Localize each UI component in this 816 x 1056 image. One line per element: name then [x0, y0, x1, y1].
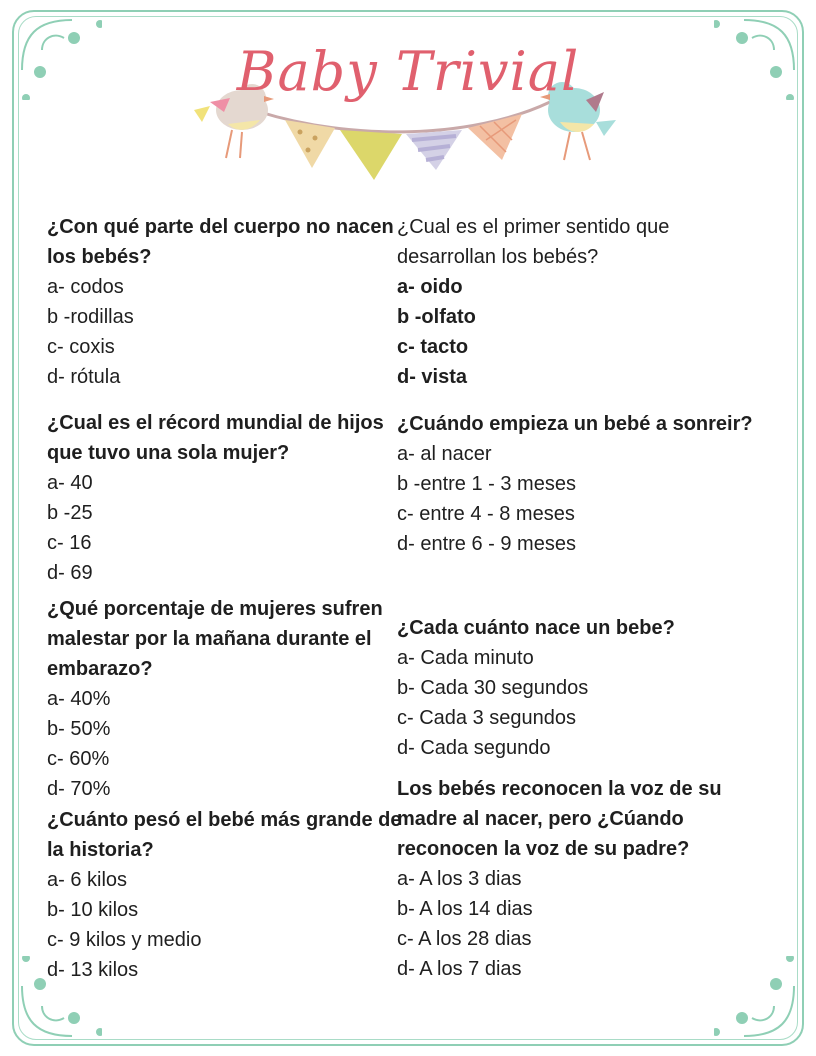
answer-option: d- A los 7 dias [397, 958, 522, 980]
trivia-question-6 [397, 409, 757, 559]
answer-option: c- Cada 3 segundos [397, 707, 577, 729]
answer-option: a- al nacer [397, 443, 492, 465]
answer-option: d- rótula [47, 366, 121, 388]
answer-option: c- tacto [397, 336, 469, 358]
trivia-question-2 [47, 408, 407, 588]
answer-option: b- 50% [47, 718, 111, 740]
answer-option: a- codos [47, 276, 124, 298]
answer-option: c- 16 [47, 532, 92, 554]
answer-option: b -entre 1 - 3 meses [397, 473, 576, 495]
answer-option: c- 60% [47, 748, 110, 770]
page-title: Baby Trivial [236, 40, 580, 103]
trivia-question-1 [47, 212, 407, 392]
answer-option: d- Cada segundo [397, 737, 551, 759]
answer-option: a- oido [397, 276, 463, 298]
question-text: ¿Cuándo empieza un bebé a sonreir? [397, 413, 753, 435]
answer-option: c- A los 28 dias [397, 928, 532, 950]
trivia-question-3 [47, 594, 407, 804]
answer-option: b -rodillas [47, 306, 134, 328]
answer-option: a- 6 kilos [47, 869, 128, 891]
trivia-question-5 [397, 212, 757, 392]
answer-option: c- entre 4 - 8 meses [397, 503, 575, 525]
answer-option: a- 40 [47, 472, 93, 494]
answer-option: a- Cada minuto [397, 647, 534, 669]
question-text: ¿Cual es el primer sentido que desarrollan los bebés? [397, 216, 670, 268]
question-text: ¿Cual es el récord mundial de hijos que tuvo una sola mujer? [47, 412, 384, 464]
answer-option: a- A los 3 dias [397, 868, 522, 890]
trivia-question-8 [397, 774, 757, 984]
answer-option: d- 70% [47, 778, 111, 800]
trivia-question-4 [47, 805, 407, 985]
question-text: ¿Con qué parte del cuerpo no nacen los bebés? [47, 216, 394, 268]
question-text: Los bebés reconocen la voz de su madre al nacer, pero ¿Cúando reconocen la voz de su padre? [397, 778, 722, 860]
answer-option: b- 10 kilos [47, 899, 139, 921]
trivia-question-7 [397, 613, 757, 763]
answer-option: b -25 [47, 502, 93, 524]
question-text: ¿Cuánto pesó el bebé más grande de la historia? [47, 809, 402, 861]
answer-option: b- A los 14 dias [397, 898, 533, 920]
answer-option: d- 13 kilos [47, 959, 139, 981]
answer-option: b- Cada 30 segundos [397, 677, 589, 699]
answer-option: c- coxis [47, 336, 115, 358]
answer-option: d- 69 [47, 562, 93, 584]
answer-option: d- vista [397, 366, 468, 388]
answer-option: a- 40% [47, 688, 111, 710]
answer-option: b -olfato [397, 306, 476, 328]
answer-option: d- entre 6 - 9 meses [397, 533, 576, 555]
question-text: ¿Cada cuánto nace un bebe? [397, 617, 675, 639]
question-text: ¿Qué porcentaje de mujeres sufren malestar por la mañana durante el embarazo? [47, 598, 383, 680]
answer-option: c- 9 kilos y medio [47, 929, 202, 951]
